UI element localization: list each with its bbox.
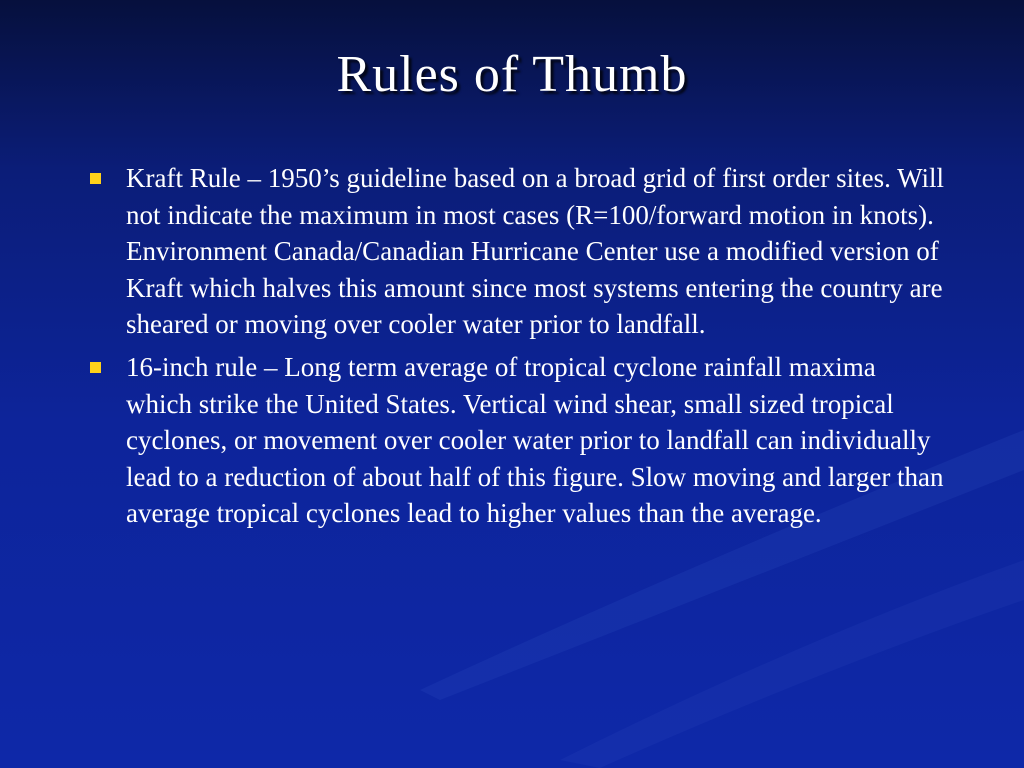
bullet-text: Kraft Rule – 1950’s guideline based on a broad grid of first order sites. Will not indicate the maximum in most cases (R=100/forward motion in knots). Environment Canada/Canadian Hurricane Center use a modified version of Kraft which halves this amount since most systems entering the country are sheared or moving over cooler water prior to landfall. [126, 163, 944, 340]
bullet-list [86, 160, 946, 538]
square-bullet-icon [90, 173, 101, 184]
bullet-item-kraft-rule [86, 160, 946, 343]
square-bullet-icon [90, 362, 101, 373]
slide-title: Rules of Thumb [336, 46, 688, 103]
bullet-item-16-inch-rule [86, 349, 946, 532]
bullet-text: 16-inch rule – Long term average of tropical cyclone rainfall maxima which strike the United States. Vertical wind shear, small sized tropical cyclones, or movement over cooler water prior to landfall can individually lead to a reduction of about half of this figure. Slow moving and larger than average tropical cyclones lead to higher values than the average. [126, 351, 944, 529]
